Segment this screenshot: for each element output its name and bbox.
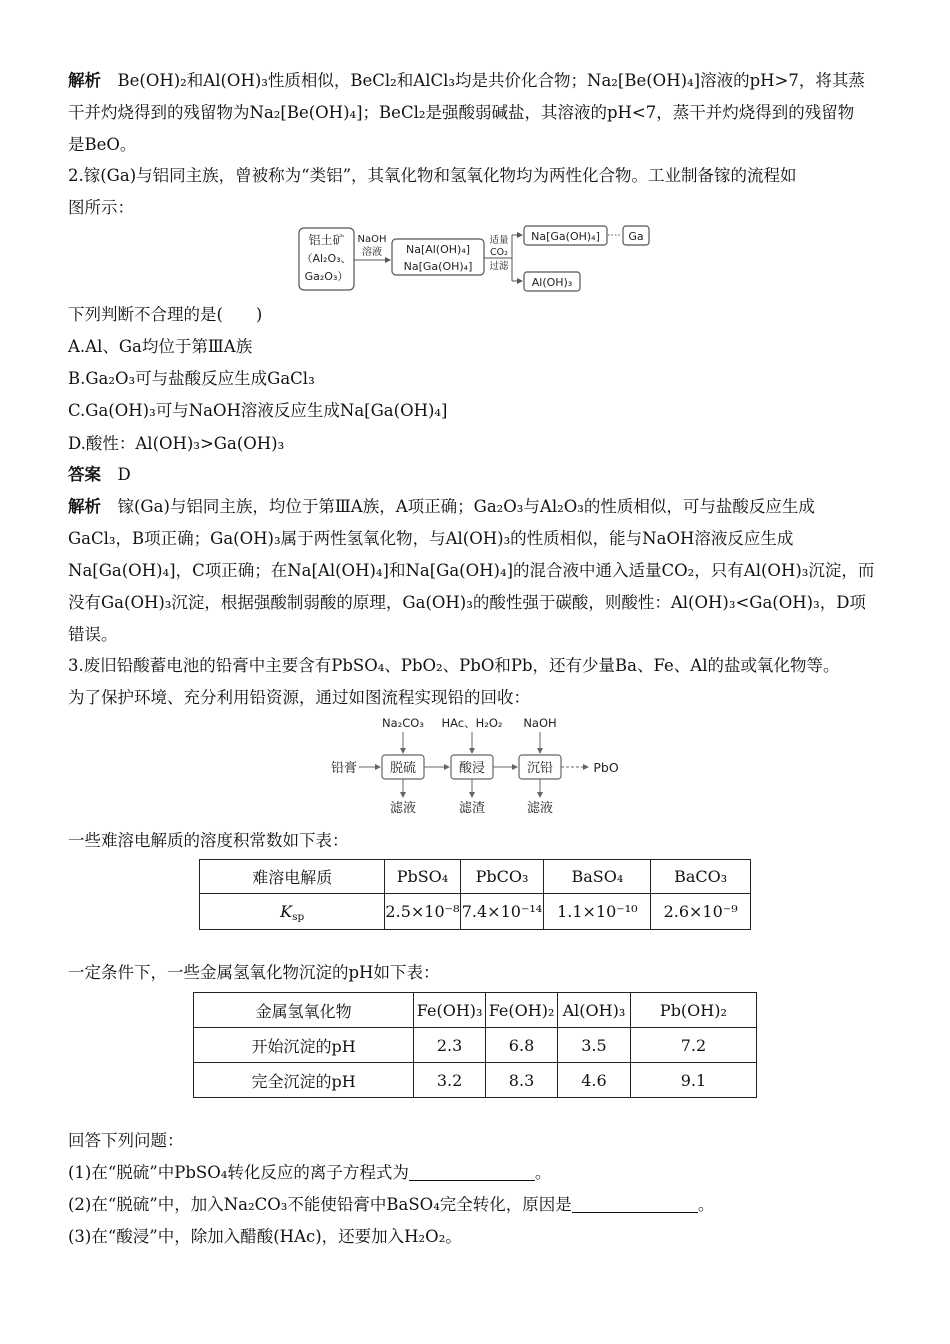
q2-stem-line2: 图所示： [68, 198, 134, 217]
ore-formula-1: （Al₂O₃、 [301, 252, 352, 265]
q2-analysis-line5: 错误。 [68, 625, 118, 644]
ph-header-cell: 金属氢氧化物 [194, 993, 414, 1028]
ph-row-label: 完全沉淀的pH [194, 1063, 414, 1098]
ga-label: Ga [628, 230, 644, 243]
ksp-value-row [200, 894, 751, 930]
ksp-header-cell: 难溶电解质 [200, 860, 385, 894]
answer-blank[interactable] [409, 1164, 535, 1181]
analysis-label: 解析 [68, 497, 101, 516]
answer-value: D [117, 465, 131, 484]
ph-cell: 9.1 [630, 1063, 756, 1098]
ksp-header-row [200, 860, 751, 894]
ksp-header-cell: BaSO₄ [544, 860, 651, 894]
precipitate-label: Al(OH)₃ [531, 276, 573, 289]
ph-header-cell: Fe(OH)₃ [414, 993, 486, 1028]
q3-flow-diagram [322, 712, 632, 822]
mix-ga: Na[Ga(OH)₄] [403, 260, 473, 273]
ph-cell: 3.2 [414, 1063, 486, 1098]
q2-analysis-line3: Na[Ga(OH)₄]，C项正确；在Na[Al(OH)₄]和Na[Ga(OH)₄]的混合液中通入适量CO₂，只有Al(OH)₃沉淀，而 [68, 561, 875, 580]
q3-stem-line2: 为了保护环境、充分利用铅资源，通过如图流程实现铅的回收： [68, 688, 530, 707]
mix-al: Na[Al(OH)₄] [405, 243, 471, 256]
ore-formula-2: Ga₂O₃） [304, 270, 349, 283]
q2-stem-line1: 2.镓(Ga)与铝同主族，曾被称为“类铝”，其氧化物和氢氧化物均为两性化合物。工业制备镓的流程如 [68, 166, 797, 185]
waste1-label: 滤液 [389, 801, 417, 816]
reagent-filter: 过滤 [489, 261, 509, 272]
ksp-value-cell: 7.4×10⁻¹⁴ [460, 894, 544, 930]
ph-row [194, 1028, 757, 1063]
filtrate-label: Na[Ga(OH)₄] [531, 230, 600, 243]
ph-header-cell: Al(OH)₃ [557, 993, 630, 1028]
q2-option-d: D.酸性：Al(OH)₃>Ga(OH)₃ [68, 434, 285, 453]
ph-header-cell: Pb(OH)₂ [630, 993, 756, 1028]
q2-analysis-line1: 解析 镓(Ga)与铝同主族，均位于第ⅢA族，A项正确；Ga₂O₃与Al₂O₃的性质相似，可与盐酸反应生成 [68, 497, 815, 516]
sub-question-1: (1)在“脱硫”中PbSO₄转化反应的离子方程式为 。 [68, 1163, 552, 1182]
reagent-amount: 适量 [489, 235, 509, 246]
ph-cell: 6.8 [486, 1028, 558, 1063]
q1-analysis-line3: 是BeO。 [68, 135, 137, 154]
ksp-header-cell: PbCO₃ [460, 860, 544, 894]
analysis-label: 解析 [68, 71, 101, 90]
ksp-value-cell: 2.6×10⁻⁹ [651, 894, 751, 930]
ph-table [193, 992, 757, 1098]
q1-analysis-line1: 解析 Be(OH)₂和Al(OH)₃性质相似，BeCl₂和AlCl₃均是共价化合物；Na₂[Be(OH)₄]溶液的pH>7，将其蒸 [68, 71, 865, 90]
ph-row [194, 1063, 757, 1098]
q2-analysis-line4: 没有Ga(OH)₃沉淀，根据强酸制弱酸的原理，Ga(OH)₃的酸性强于碳酸，则酸性：Al(OH)₃<Ga(OH)₃，D项 [68, 593, 866, 612]
ore-label: 铝土矿 [308, 233, 345, 247]
step2-label: 酸浸 [458, 761, 486, 776]
start-label: 铅膏 [330, 761, 358, 776]
q2-option-b: B.Ga₂O₃可与盐酸反应生成GaCl₃ [68, 369, 315, 388]
ksp-row-label: $K_{sp}$ [200, 894, 385, 930]
waste2-label: 滤渣 [458, 801, 486, 816]
ph-cell: 4.6 [557, 1063, 630, 1098]
q2-question: 下列判断不合理的是( ) [68, 305, 263, 324]
ph-header-cell: Fe(OH)₂ [486, 993, 558, 1028]
ph-intro: 一定条件下，一些金属氢氧化物沉淀的pH如下表： [68, 963, 440, 982]
step1-label: 脱硫 [389, 761, 417, 776]
reagent-co2: CO₂ [490, 247, 508, 258]
q2-answer [68, 464, 131, 486]
answer-label: 答案 [68, 465, 101, 484]
reagent-solution: 溶液 [362, 247, 382, 258]
q2-flow-diagram [290, 222, 660, 294]
q2-option-c: C.Ga(OH)₃可与NaOH溶液反应生成Na[Ga(OH)₄] [68, 401, 448, 420]
ksp-value-cell: 1.1×10⁻¹⁰ [544, 894, 651, 930]
step3-label: 沉铅 [526, 761, 554, 776]
sub-question-3: (3)在“酸浸”中，除加入醋酸(HAc)，还要加入H₂O₂。 [68, 1227, 462, 1246]
q2-option-a: A.Al、Ga均位于第ⅢA族 [68, 337, 253, 356]
ph-cell: 2.3 [414, 1028, 486, 1063]
reagent2-label: HAc、H₂O₂ [441, 716, 503, 730]
answer-blank[interactable] [572, 1196, 698, 1213]
reagent-naoh: NaOH [357, 234, 387, 245]
ksp-value-cell: 2.5×10⁻⁸ [385, 894, 460, 930]
q2-analysis-line2: GaCl₃，B项正确；Ga(OH)₃属于两性氢氧化物，与Al(OH)₃的性质相似，能与NaOH溶液反应生成 [68, 529, 794, 548]
q1-analysis-line2: 干并灼烧得到的残留物为Na₂[Be(OH)₄]；BeCl₂是强酸弱碱盐，其溶液的pH<7，蒸干并灼烧得到的残留物 [68, 103, 855, 122]
sub-question-2: (2)在“脱硫”中，加入Na₂CO₃不能使铅膏中BaSO₄完全转化，原因是 。 [68, 1195, 715, 1214]
answer-prompt: 回答下列问题： [68, 1131, 184, 1150]
ph-cell: 3.5 [557, 1028, 630, 1063]
ph-row-label: 开始沉淀的pH [194, 1028, 414, 1063]
ph-cell: 8.3 [486, 1063, 558, 1098]
ph-header-row [194, 993, 757, 1028]
reagent1-label: Na₂CO₃ [382, 716, 424, 730]
ksp-table [199, 859, 751, 930]
reagent3-label: NaOH [523, 716, 557, 730]
ksp-header-cell: BaCO₃ [651, 860, 751, 894]
ph-cell: 7.2 [630, 1028, 756, 1063]
end-label: PbO [593, 760, 619, 775]
ksp-header-cell: PbSO₄ [385, 860, 460, 894]
q3-stem-line1: 3.废旧铅酸蓄电池的铅膏中主要含有PbSO₄、PbO₂、PbO和Pb，还有少量Ba、Fe、Al的盐或氧化物等。 [68, 656, 840, 675]
ksp-intro: 一些难溶电解质的溶度积常数如下表： [68, 831, 349, 850]
waste3-label: 滤液 [526, 801, 554, 816]
